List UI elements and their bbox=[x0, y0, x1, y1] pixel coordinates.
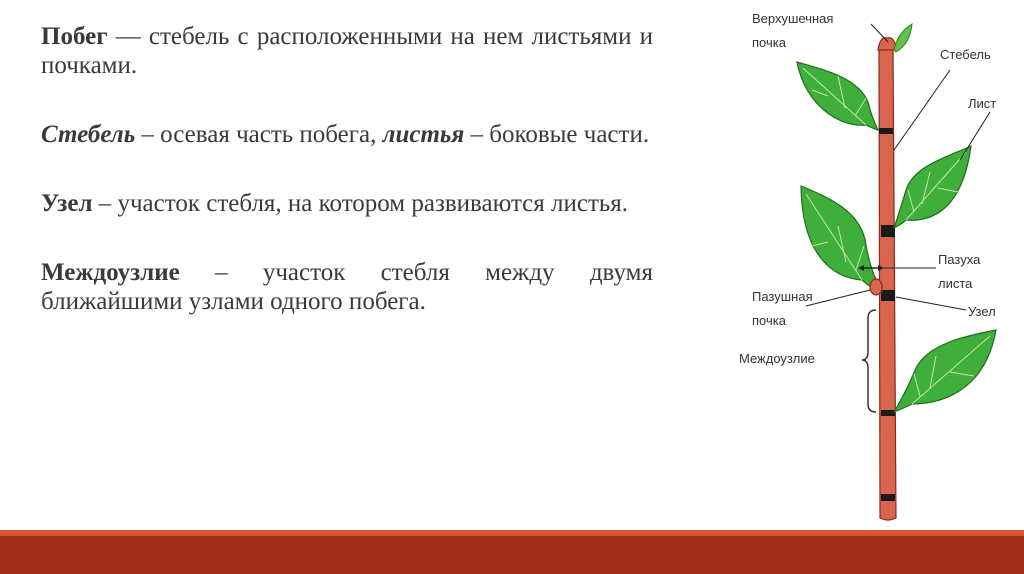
footer-bar bbox=[0, 536, 1024, 574]
stem bbox=[879, 41, 896, 521]
leaf-upper-left bbox=[797, 62, 878, 130]
leaf-bottom-right bbox=[894, 330, 996, 412]
term-shoot: Побег bbox=[41, 23, 108, 50]
apical-bud bbox=[878, 38, 896, 50]
leader-axillary-bud bbox=[806, 290, 870, 306]
leaf-lower-left bbox=[801, 186, 882, 292]
definitions-panel bbox=[41, 22, 653, 356]
leader-stem bbox=[894, 70, 950, 150]
leaf-right bbox=[894, 146, 971, 228]
apical-young-leaf bbox=[894, 24, 912, 52]
leader-apical-bud bbox=[871, 24, 888, 42]
definition-shoot bbox=[41, 22, 653, 80]
definition-shoot-text: — стебель с расположенными на нем листьями и почками. bbox=[41, 23, 653, 79]
label-stem: Стебель bbox=[940, 47, 991, 62]
leader-leaf bbox=[960, 112, 990, 160]
node-band-2 bbox=[881, 225, 895, 237]
definition-node bbox=[41, 189, 653, 218]
definition-leaves-text: – боковые части. bbox=[464, 121, 650, 148]
internode-brace bbox=[862, 310, 876, 412]
term-leaves: листья bbox=[382, 121, 465, 148]
label-leaf-axil-line2: листа bbox=[938, 276, 973, 291]
term-internode: Междоузлие bbox=[41, 259, 180, 286]
definition-node-text: – участок стебля, на котором развиваются листья. bbox=[92, 190, 629, 217]
label-apical-bud-line1: Верхушечная bbox=[752, 11, 834, 26]
definition-internode bbox=[41, 258, 653, 316]
label-axillary-bud-line2: почка bbox=[752, 313, 786, 328]
leader-node bbox=[896, 297, 966, 310]
term-stem: Стебель bbox=[41, 121, 136, 148]
definition-stem bbox=[41, 120, 653, 149]
label-axillary-bud-line1: Пазушная bbox=[752, 289, 813, 304]
label-apical-bud-line2: почка bbox=[752, 35, 786, 50]
node-band-3 bbox=[881, 290, 895, 301]
label-node: Узел bbox=[968, 304, 996, 319]
axillary-bud bbox=[870, 279, 882, 295]
label-internode: Междоузлие bbox=[739, 351, 815, 366]
node-band-5 bbox=[881, 494, 895, 501]
label-leaf-axil-line1: Пазуха bbox=[938, 252, 981, 267]
definition-internode-text: – участок стебля между двумя ближайшими узлами одного побега. bbox=[41, 259, 653, 315]
label-leaf: Лист bbox=[968, 96, 997, 111]
term-node: Узел bbox=[41, 190, 93, 217]
shoot-diagram bbox=[725, 0, 1024, 530]
node-band-1 bbox=[879, 128, 893, 134]
definition-stem-text: – осевая часть побега, bbox=[135, 121, 383, 148]
